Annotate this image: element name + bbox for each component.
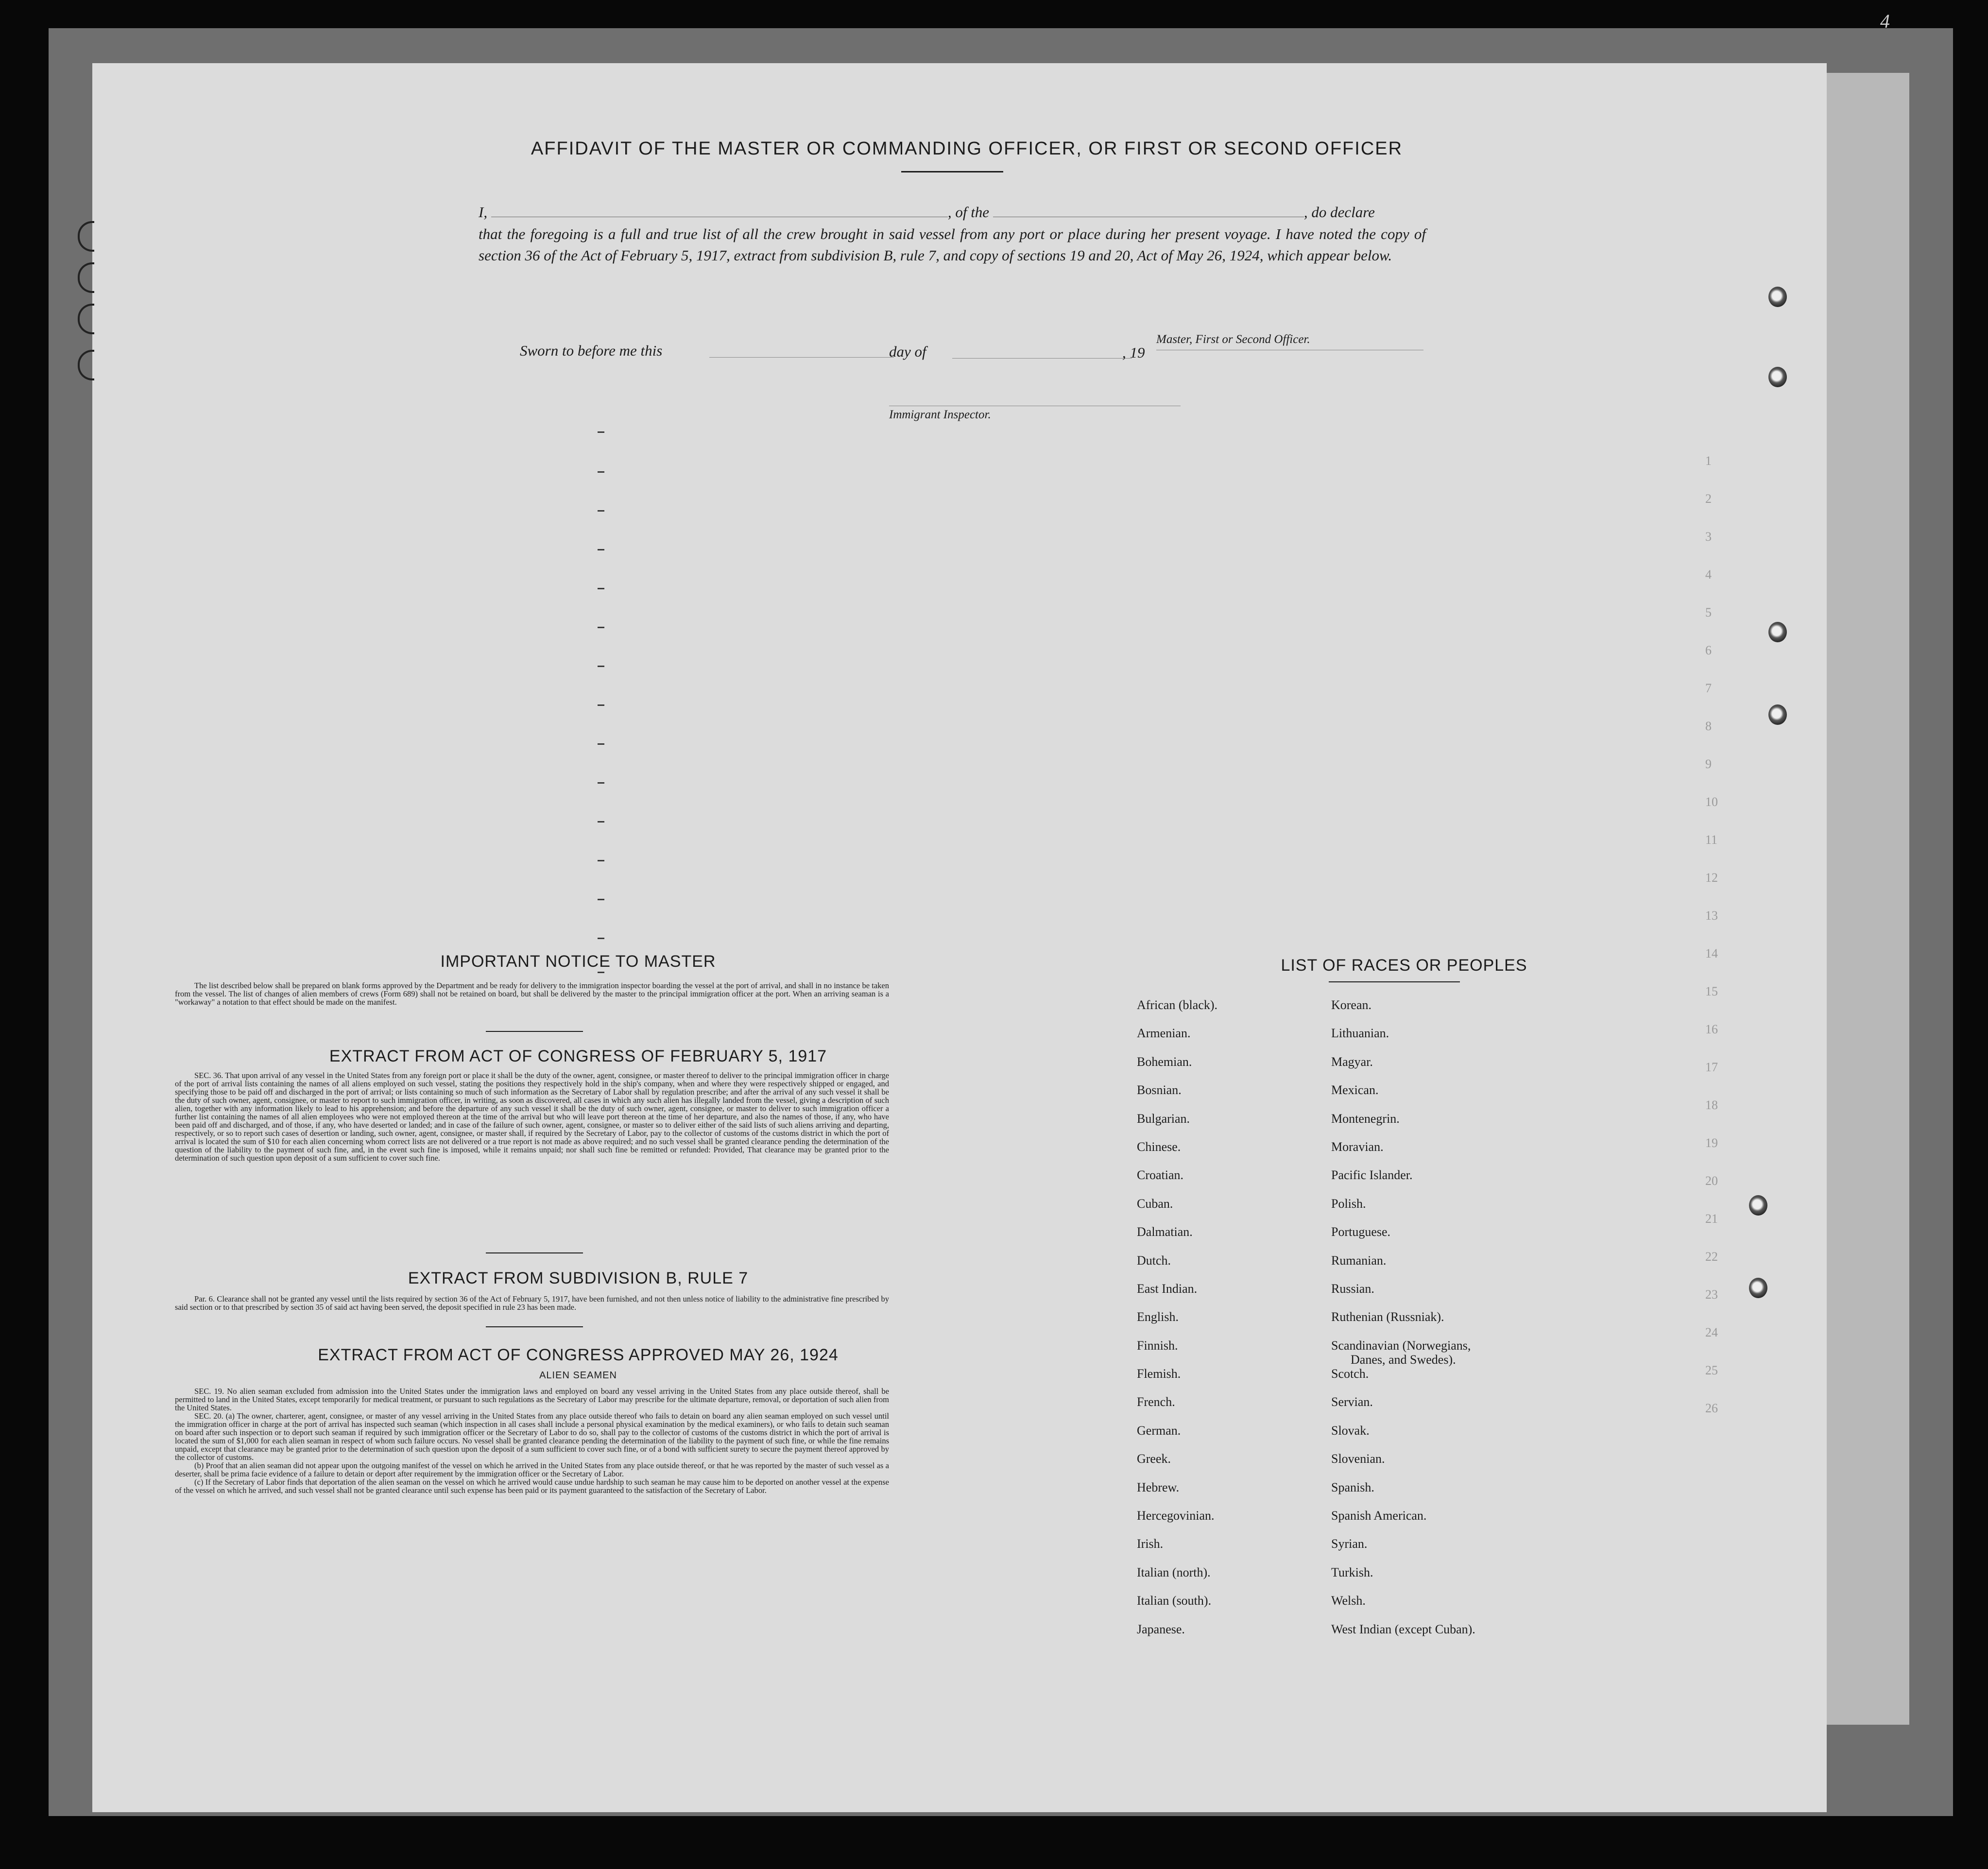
race-item: Danes, and Swedes). bbox=[1351, 1352, 1456, 1367]
section-20a-text: SEC. 20. (a) The owner, charterer, agent, consignee, or master of any vessel arriving in the United States from any place outside thereof who fails to detain on board any alien seaman employed on such vessel until the immigration officer in charge at the port of arrival has inspected such seaman (which inspection in all cases shall include a personal physical examination by the medical examiners), or who fails to detain such seaman on board after such inspection or to deport such seaman if required by such immigration officer or the Secretary of Labor to do so, shall pay to the collector of customs of the customs district in which the port of arrival is located the sum of $1,000 for each alien seaman in respect of whom such failure occurs. No vessel shall be granted clearance pending the determination of the liability to the payment of such fine, or while the fine remains unpaid, except that clearance may be granted prior to the determination of such question upon the deposit of a sum sufficient to cover such fine, or of a bond with sufficient surety to secure the payment thereof approved by the collector of customs. bbox=[175, 1411, 889, 1462]
race-item: German. bbox=[1137, 1423, 1181, 1438]
list-dash bbox=[598, 860, 604, 861]
document-page bbox=[92, 63, 1827, 1812]
race-item: Servian. bbox=[1331, 1395, 1373, 1409]
races-title-rule bbox=[1329, 981, 1460, 982]
affidavit-body: that the foregoing is a full and true list of all the crew brought in said vessel from any port or place during her present voyage. I have noted the copy of section 36 of the Act of February 5, 1917, extract from subdivision B, rule 7, and copy of sections 19 and 20, Act of May 26, 1924, which appear below. bbox=[479, 225, 1426, 264]
punch-hole-icon bbox=[1768, 367, 1787, 387]
race-item: Portuguese. bbox=[1331, 1225, 1391, 1239]
race-item: Welsh. bbox=[1331, 1594, 1366, 1608]
races-left-column bbox=[1137, 991, 1217, 1644]
race-item: Lithuanian. bbox=[1331, 1026, 1389, 1041]
extract-1924-title: EXTRACT FROM ACT OF CONGRESS APPROVED MAY 26, 1924 bbox=[318, 1346, 839, 1364]
section-20c-text: (c) If the Secretary of Labor finds that deportation of the alien seaman on the vessel on which he arrived would cause undue hardship to such seaman he may cause him to be deported on another vessel at the expense of the vessel on which he arrived, and such vessel shall not be granted clearance until such expense has been paid or its payment guaranteed to the satisfaction of the Secretary of Labor. bbox=[175, 1477, 889, 1495]
extract-1924-subtitle: ALIEN SEAMEN bbox=[539, 1370, 617, 1381]
year-label: , 19 bbox=[1122, 344, 1145, 361]
race-item: Rumanian. bbox=[1331, 1253, 1387, 1268]
master-officer-label: Master, First or Second Officer. bbox=[1156, 333, 1310, 346]
race-item: Slovak. bbox=[1331, 1423, 1370, 1438]
race-item: Magyar. bbox=[1331, 1054, 1373, 1069]
race-item: Cuban. bbox=[1137, 1196, 1173, 1211]
affidavit-title: AFFIDAVIT OF THE MASTER OR COMMANDING OFFICER, OR FIRST OR SECOND OFFICER bbox=[531, 138, 1403, 159]
list-dash bbox=[598, 471, 604, 473]
race-item: Japanese. bbox=[1137, 1622, 1185, 1636]
punch-hole-icon bbox=[1768, 622, 1787, 642]
day-of-label: day of bbox=[889, 343, 926, 360]
extract-1917-rule bbox=[486, 1252, 583, 1253]
extract-1924-body bbox=[175, 1387, 889, 1494]
corner-page-number: 4 bbox=[1880, 10, 1890, 32]
list-dash bbox=[598, 972, 604, 973]
race-item: Syrian. bbox=[1331, 1537, 1368, 1551]
race-item: Mexican. bbox=[1331, 1083, 1379, 1097]
vessel-name-field[interactable] bbox=[993, 203, 1304, 217]
race-item: Dutch. bbox=[1137, 1253, 1171, 1268]
list-dash bbox=[598, 938, 604, 939]
race-item: Armenian. bbox=[1137, 1026, 1191, 1041]
extract-1917-text: SEC. 36. That upon arrival of any vessel in the United States from any foreign port or place it shall be the duty of the owner, agent, consignee, or master thereof to deliver to the principal immigration officer in charge of the port of arrival lists containing the names of all aliens employed on such vessel, stating the positions they respectively hold in the ship's company, when and where they were respectively shipped or engaged, and specifying those to be paid off and discharged in the port of arrival; or lists containing so much of such information as the Secretary of Labor shall by regulation prescribe; and after the arrival of any such vessel it shall be the duty of such owner, agent, consignee, or master to report to such immigration officer, in writing, as soon as discovered, all cases in which any such alien has illegally landed from the vessel, giving a description of such alien, together with any information likely to lead to his apprehension; and before the departure of any such vessel it shall be the duty of such owner, agent, consignee, or master to deliver to such immigration officer a further list containing the names of all alien employees who were not employed thereon at the time of the arrival but who will leave port thereon at the time of her departure, and also the names of those, if any, who have been paid off and discharged, and of those, if any, who have deserted or landed; and in case of the failure of such owner, agent, consignee, or master so to deliver either of the said lists of such aliens arriving and departing, respectively, or so to report such cases of desertion or landing, such owner, agent, consignee, or master shall, if required by the Secretary of Labor, pay to the collector of customs of the customs district in which the port of arrival is located the sum of $10 for each alien concerning whom correct lists are not delivered or a true report is not made as above required; and no such vessel shall be granted clearance pending the determination of the question of the liability to the payment of such fine, and, in the event such fine is imposed, while it remains unpaid; nor shall such fine be remitted or refunded: Provided, That clearance may be granted prior to the determination of such question upon deposit of a sum sufficient to cover such fine. bbox=[175, 1071, 889, 1163]
race-item: Chinese. bbox=[1137, 1139, 1181, 1154]
race-item: Bulgarian. bbox=[1137, 1111, 1190, 1126]
declare-suffix: , do declare bbox=[1303, 204, 1375, 221]
list-dash bbox=[598, 666, 604, 667]
list-dash bbox=[598, 588, 604, 589]
inspector-label: Immigrant Inspector. bbox=[889, 408, 991, 421]
race-item: Hercegovinian. bbox=[1137, 1509, 1215, 1523]
extract-rule7-rule bbox=[486, 1326, 583, 1327]
affidavit-title-rule bbox=[901, 171, 1003, 172]
race-item: Finnish. bbox=[1137, 1338, 1178, 1353]
list-dash bbox=[598, 510, 604, 512]
declaration-line bbox=[479, 202, 1523, 223]
declarant-name-field[interactable] bbox=[491, 203, 948, 217]
race-item: Scandinavian (Norwegians, bbox=[1331, 1338, 1471, 1353]
race-item: African (black). bbox=[1137, 998, 1218, 1012]
section-19-text: SEC. 19. No alien seaman excluded from admission into the United States under the immigration laws and employed on board any vessel arriving in the United States from any place outside thereof, shall be permitted to land in the United States, except temporarily for medical treatment, or pursuant to such regulations as the Secretary of Labor may prescribe for the ultimate departure, removal, or deportation of such alien from the United States. bbox=[175, 1387, 889, 1412]
race-item: Greek. bbox=[1137, 1452, 1171, 1466]
extract-rule7-text: Par. 6. Clearance shall not be granted any vessel until the lists required by section 36 of the Act of February 5, 1917, have been furnished, and not then unless notice of liability to the administrative fine prescribed by said section or to that prescribed by section 35 of said act having been served, the deposit specified in rule 23 has been made. bbox=[175, 1294, 889, 1312]
race-item: Spanish. bbox=[1331, 1480, 1374, 1494]
race-item: Irish. bbox=[1137, 1537, 1164, 1551]
race-item: Montenegrin. bbox=[1331, 1111, 1400, 1126]
race-item: English. bbox=[1137, 1310, 1179, 1324]
race-item: Bohemian. bbox=[1137, 1054, 1192, 1069]
punch-hole-icon bbox=[1768, 704, 1787, 725]
extract-rule7-title: EXTRACT FROM SUBDIVISION B, RULE 7 bbox=[408, 1269, 749, 1287]
punch-hole-icon bbox=[1749, 1278, 1767, 1298]
race-item: Ruthenian (Russniak). bbox=[1331, 1310, 1444, 1324]
list-dash bbox=[598, 431, 604, 433]
race-item: French. bbox=[1137, 1395, 1175, 1409]
punch-hole-icon bbox=[1768, 287, 1787, 307]
race-item: Spanish American. bbox=[1331, 1509, 1427, 1523]
race-item: Moravian. bbox=[1331, 1139, 1384, 1154]
race-item: Hebrew. bbox=[1137, 1480, 1180, 1494]
punch-hole-icon bbox=[1749, 1195, 1767, 1216]
section-20b-text: (b) Proof that an alien seaman did not appear upon the outgoing manifest of the vessel on which he arrived in the United States from any place outside thereof, or that he was reported by the master of such vessel as a deserter, shall be prima facie evidence of a failure to detain or deport after requirement by the immigration officer or the Secretary of Labor. bbox=[175, 1461, 889, 1478]
race-item: Polish. bbox=[1331, 1196, 1366, 1211]
race-item: Italian (north). bbox=[1137, 1565, 1211, 1579]
list-dash bbox=[598, 743, 604, 745]
races-right-column bbox=[1331, 991, 1475, 1644]
race-item: West Indian (except Cuban). bbox=[1331, 1622, 1475, 1636]
race-item: Slovenian. bbox=[1331, 1452, 1385, 1466]
race-item: Italian (south). bbox=[1137, 1594, 1212, 1608]
list-dash bbox=[598, 704, 604, 706]
race-item: Flemish. bbox=[1137, 1367, 1181, 1381]
race-item: Russian. bbox=[1331, 1281, 1374, 1296]
race-item: Korean. bbox=[1331, 998, 1372, 1012]
race-item: Dalmatian. bbox=[1137, 1225, 1193, 1239]
declarant-prefix: I, bbox=[479, 204, 488, 221]
race-item: Scotch. bbox=[1331, 1367, 1369, 1381]
notice-title: IMPORTANT NOTICE TO MASTER bbox=[440, 952, 716, 971]
race-item: Pacific Islander. bbox=[1331, 1168, 1413, 1183]
notice-rule bbox=[486, 1031, 583, 1032]
race-item: Bosnian. bbox=[1137, 1083, 1182, 1097]
race-item: Croatian. bbox=[1137, 1168, 1184, 1183]
sworn-label: Sworn to before me this bbox=[520, 342, 663, 359]
list-dash bbox=[598, 899, 604, 900]
list-dash bbox=[598, 627, 604, 628]
races-title: LIST OF RACES OR PEOPLES bbox=[1281, 956, 1527, 975]
notice-text: The list described below shall be prepared on blank forms approved by the Department and be ready for delivery to the immigration inspector boarding the vessel at the port of arrival, and shall in no instance be taken from the vessel. The list of changes of alien members of crews (Form 689) shall not be retained on board, but shall be delivered by the master to the principal immigration officer at the port. When an arriving seaman is a "workaway" a notation to that effect should be made on the manifest. bbox=[175, 981, 889, 1007]
list-dash bbox=[598, 821, 604, 823]
race-item: Turkish. bbox=[1331, 1565, 1373, 1579]
race-item: East Indian. bbox=[1137, 1281, 1198, 1296]
sworn-month-field[interactable] bbox=[952, 358, 1132, 359]
list-dash bbox=[598, 549, 604, 550]
bleed-through-numbers: 1 2 3 4 5 6 7 8 9 10 11 12 13 14 15 16 17 18 19 20 21 22 23 24 25 26 bbox=[1705, 454, 1718, 1415]
list-dash bbox=[598, 782, 604, 784]
sworn-day-field[interactable] bbox=[709, 357, 894, 358]
vessel-prefix: , of the bbox=[947, 204, 990, 221]
extract-1917-title: EXTRACT FROM ACT OF CONGRESS OF FEBRUARY 5, 1917 bbox=[329, 1047, 827, 1065]
